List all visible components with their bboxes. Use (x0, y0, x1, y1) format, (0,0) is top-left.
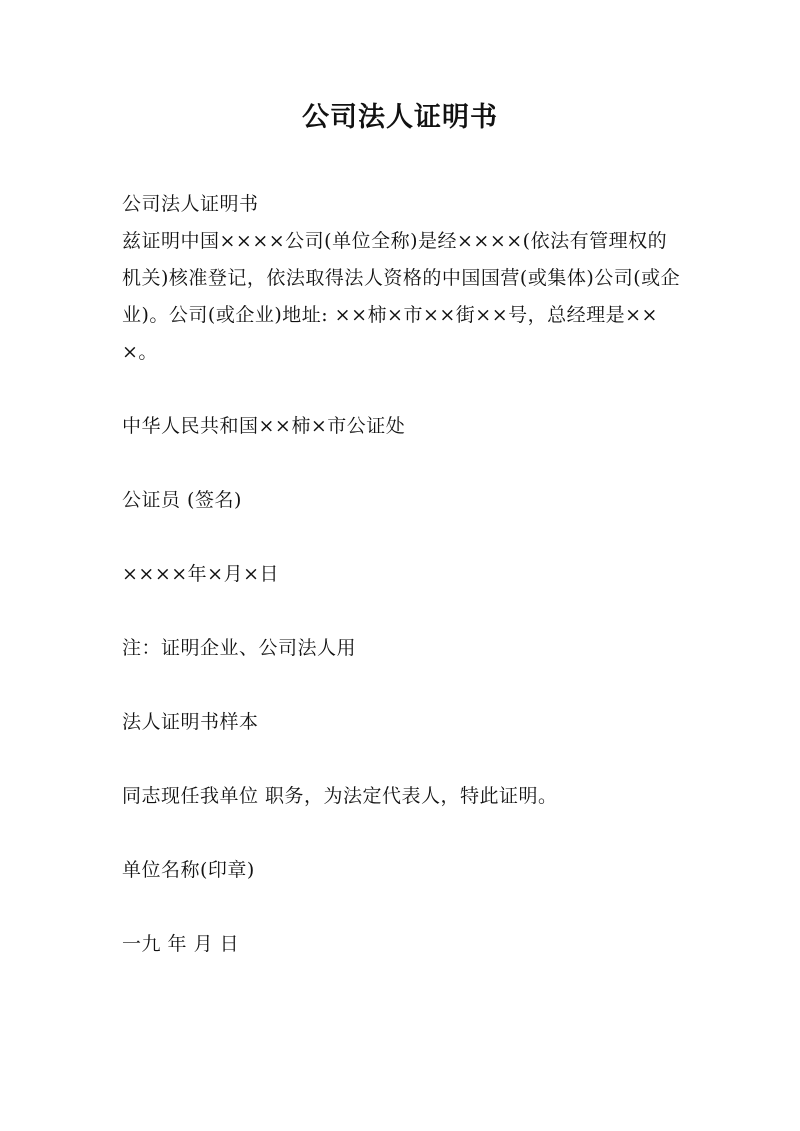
paragraph-notary-office: 中华人民共和国××柿×市公证处 (122, 415, 406, 437)
paragraph-note: 注：证明企业、公司法人用 (122, 637, 357, 659)
paragraph-unit-name: 单位名称(印章) (122, 859, 255, 881)
paragraph-sample-date: 一九 年 月 日 (122, 933, 240, 955)
document-title: 公司法人证明书 (302, 102, 498, 133)
paragraph-sample-title: 法人证明书样本 (122, 711, 259, 733)
paragraph-heading: 公司法人证明书 (122, 193, 259, 215)
paragraph-statement: 同志现任我单位 职务，为法定代表人，特此证明。 (122, 785, 558, 807)
paragraph-notary-signature: 公证员 (签名) (122, 489, 242, 511)
paragraph-date: ××××年×月×日 (122, 563, 280, 585)
paragraph-certification: 兹证明中国××××公司(单位全称)是经××××(依法有管理权的机关)核准登记，依法取得法人资格的中国国营(或集体)公司(或企业)。公司(或企业)地址: ××柿×市××街××号，总经理是×××。 (122, 230, 681, 363)
document-body (122, 186, 682, 963)
